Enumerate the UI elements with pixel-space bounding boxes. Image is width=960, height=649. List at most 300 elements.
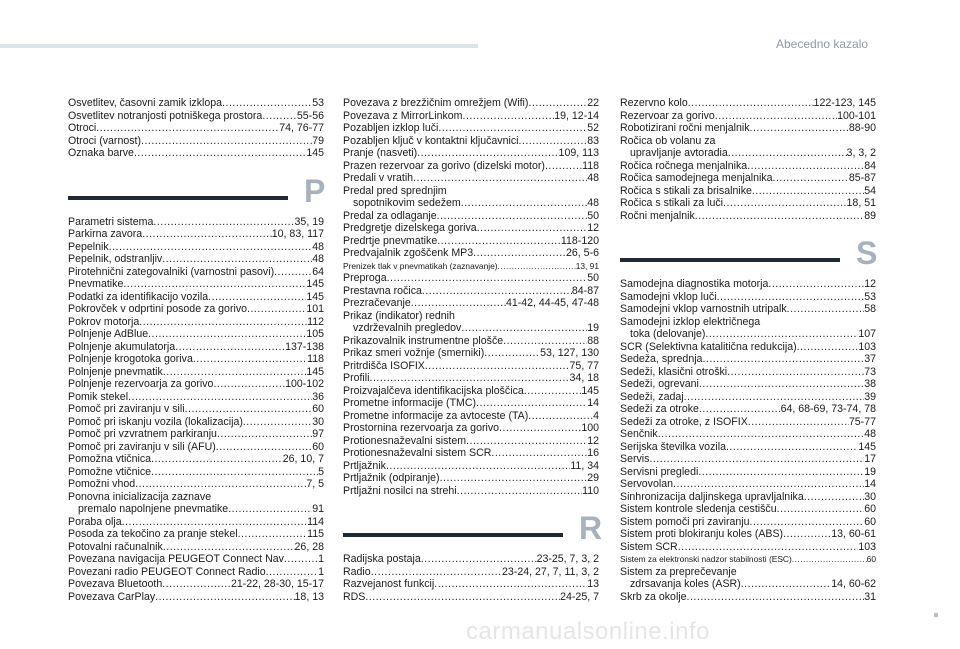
dot-leader: [440, 472, 588, 485]
index-entry: [620, 441, 876, 454]
index-entry: [343, 210, 599, 223]
entry-term: Skrb za okolje: [620, 590, 687, 603]
dot-leader: [141, 135, 312, 148]
index-entry: [620, 366, 876, 379]
index-entry: [620, 591, 876, 604]
dot-leader: [247, 303, 306, 316]
entry-pages: 74, 76-77: [279, 122, 324, 134]
index-entry: [68, 341, 324, 354]
index-entry: [343, 485, 599, 498]
index-entry: [620, 147, 876, 160]
entry-pages: 60: [864, 515, 876, 528]
index-entry: [620, 453, 876, 466]
index-entry: [620, 491, 876, 504]
entry-pages: 48: [312, 240, 324, 253]
entry-term: Predali v vratih: [343, 172, 414, 184]
index-entry: [620, 416, 876, 429]
entry-term: Prometne informacije za avtoceste (TA): [343, 409, 529, 422]
entry-term: Prtljažnik (odpiranje): [343, 472, 440, 484]
dot-leader: [193, 353, 307, 366]
dot-leader: [213, 378, 285, 391]
index-entry: [343, 235, 599, 248]
dot-leader: [370, 372, 570, 385]
entry-term: Sedeži za otroke: [620, 403, 699, 415]
entry-pages: 118-120: [560, 234, 599, 247]
entry-pages: 21-22, 28-30, 15-17: [230, 578, 324, 590]
entry-term: Prikaz smeri vožnje (smerniki): [343, 347, 485, 359]
entry-term: Preproga: [343, 272, 387, 284]
entry-term: Poraba olja: [68, 515, 122, 528]
entry-term: Ročica s stikali za brisalnike: [620, 184, 752, 197]
entry-pages: 38: [864, 378, 876, 390]
entry-pages: 101: [306, 303, 324, 315]
entry-pages: 60: [312, 403, 324, 415]
entry-term: SCR (Selektivna katalitična redukcija): [620, 340, 797, 353]
entry-pages: 118: [582, 159, 599, 172]
dot-leader: [747, 160, 864, 173]
entry-pages: 145: [858, 440, 876, 453]
dot-leader: [750, 122, 849, 135]
entry-term: Potovalni računalnik: [68, 540, 163, 553]
entry-term: Polnjenje AdBlue: [68, 328, 149, 340]
entry-term: Prezračevanje: [343, 297, 411, 309]
index-entry: [68, 391, 324, 404]
entry-term: Pomoč pri zaviranju v sili (AFU): [68, 440, 216, 453]
entry-pages: 11, 34: [570, 459, 599, 472]
separator-bar: [620, 258, 840, 262]
index-entry: [343, 135, 599, 148]
entry-pages: 19: [587, 322, 599, 334]
dot-leader: [503, 335, 587, 348]
dot-leader: [524, 385, 582, 398]
dot-leader: [715, 110, 837, 123]
entry-pages: 10, 83, 117: [271, 228, 324, 240]
entry-pages: 16: [587, 447, 599, 459]
dot-leader: [163, 366, 307, 379]
entry-term: Sistem SCR: [620, 540, 678, 553]
index-entry-heading: Sistem za preprečevanje: [620, 565, 737, 578]
index-entry: [620, 97, 876, 110]
dot-leader: [437, 235, 561, 248]
dot-leader: [461, 197, 587, 210]
dot-leader: [787, 303, 865, 316]
entry-pages: 17: [864, 453, 876, 465]
index-column-3: [620, 97, 876, 603]
entry-term: Sedeži, zadaj: [620, 390, 684, 403]
dot-leader: [752, 185, 864, 198]
index-entry: [343, 410, 599, 423]
index-entry: [343, 566, 599, 579]
entry-term: Radijska postaja: [343, 553, 421, 565]
entry-term: Prometne informacije (TMC): [343, 397, 477, 409]
index-entry: [620, 278, 876, 291]
entry-pages: 12: [587, 434, 599, 447]
dot-leader: [783, 528, 831, 541]
entry-pages: 29: [587, 472, 599, 484]
entry-pages: 54: [864, 184, 876, 197]
dot-leader: [422, 285, 572, 298]
entry-pages: 36: [312, 390, 324, 403]
entry-pages: 79: [312, 134, 324, 147]
entry-pages: 109, 113: [558, 147, 599, 159]
entry-pages: 145: [306, 290, 324, 303]
dot-leader: [528, 97, 587, 110]
dot-leader: [438, 122, 587, 135]
entry-term: Razvejanost funkcij: [343, 578, 435, 590]
entry-term: Pomoč pri vzvratnem parkiranju: [68, 428, 217, 440]
letter-heading: P: [304, 172, 326, 209]
entry-term: vzdrževalnih pregledov: [353, 322, 462, 334]
section-title: Abecedno kazalo: [776, 37, 869, 51]
entry-pages: 26, 28: [294, 540, 324, 553]
index-entry: [68, 553, 324, 566]
entry-term: Pomožni vhod: [68, 478, 136, 490]
index-entry-heading: Prikaz (indikator) rednih: [343, 309, 455, 322]
entry-term: Servisni pregledi: [620, 465, 699, 478]
dot-leader: [658, 428, 865, 441]
index-entry: [68, 278, 324, 291]
dot-leader: [413, 172, 587, 185]
index-entry: [68, 216, 324, 229]
index-entry: [620, 197, 876, 210]
index-entry: [343, 422, 599, 435]
index-entry: [620, 553, 876, 566]
entry-term: Povezava z brezžičnim omrežjem (Wifi): [343, 97, 529, 109]
entry-pages: 75, 77: [569, 359, 599, 372]
dot-leader: [243, 416, 312, 429]
entry-term: Polnjenje pnevmatik: [68, 365, 163, 378]
index-entry-heading: Ročica ob volanu za: [620, 134, 716, 147]
entry-term: Sistem za elektronski nadzor stabilnosti (ESC): [620, 554, 792, 564]
index-entry-heading: Predal pred sprednjim: [343, 184, 447, 197]
entry-term: Povezani radio PEUGEOT Connect Radio: [68, 565, 266, 578]
dot-leader: [139, 316, 307, 329]
entry-term: RDS: [343, 590, 366, 603]
entry-pages: 105: [306, 328, 324, 340]
entry-term: Ročica s stikali za luči: [620, 197, 724, 209]
entry-term: Parkirna zavora: [68, 228, 143, 240]
entry-term: Ročica samodejnega menjalnika: [620, 172, 773, 184]
dot-leader: [134, 147, 306, 160]
dot-leader: [109, 241, 313, 254]
separator-bar: [68, 196, 288, 200]
entry-pages: 1: [318, 565, 324, 578]
entry-pages: 103: [858, 540, 876, 553]
entry-pages: 34, 18: [569, 372, 599, 384]
index-entry: [343, 591, 599, 604]
dot-leader: [797, 341, 859, 354]
dot-leader: [387, 272, 588, 285]
index-entry: [343, 122, 599, 135]
index-entry: [343, 247, 599, 260]
index-entry: [620, 185, 876, 198]
entry-term: Sistem proti blokiranju koles (ABS): [620, 528, 784, 540]
dot-leader: [386, 460, 570, 473]
dot-leader: [473, 247, 566, 260]
dot-leader: [673, 478, 864, 491]
index-entry: [343, 197, 599, 210]
index-entry: [343, 435, 599, 448]
entry-pages: 60: [864, 503, 876, 515]
dot-leader: [741, 578, 832, 591]
index-entry: [620, 428, 876, 441]
index-entry: [343, 322, 599, 335]
entry-pages: 23-25, 7, 3, 2: [536, 553, 599, 565]
index-entry: [343, 160, 599, 173]
entry-term: Sedeži, ogrevani: [620, 378, 699, 390]
dot-leader: [425, 360, 570, 373]
dot-leader: [750, 516, 865, 529]
entry-pages: 12: [864, 278, 876, 290]
dot-leader: [717, 291, 865, 304]
entry-pages: 48: [312, 253, 324, 265]
entry-pages: 3, 3, 2: [846, 147, 876, 159]
index-entry: [68, 591, 324, 604]
entry-term: Sistem pomoči pri zaviranju: [620, 515, 750, 528]
index-entry: [343, 147, 599, 160]
dot-leader: [777, 503, 865, 516]
entry-pages: 48: [587, 172, 599, 184]
entry-term: Predal za odlaganje: [343, 209, 437, 222]
dot-leader: [678, 541, 859, 554]
entry-pages: 84: [864, 159, 876, 172]
index-entry: [68, 428, 324, 441]
entry-term: Parametri sistema: [68, 215, 154, 228]
dot-leader: [792, 553, 867, 566]
dot-leader: [411, 297, 506, 310]
entry-pages: 97: [312, 428, 324, 440]
entry-term: Polnjenje akumulatorja: [68, 340, 176, 353]
entry-pages: 13: [587, 578, 599, 590]
dot-leader: [185, 403, 313, 416]
dot-leader: [153, 216, 294, 229]
index-entry: [68, 516, 324, 529]
dot-leader: [135, 478, 306, 491]
entry-pages: 18, 13: [294, 590, 324, 603]
entry-pages: 60: [312, 440, 324, 453]
entry-pages: 89: [864, 209, 876, 222]
index-entry: [343, 372, 599, 385]
header-divider: [0, 44, 478, 48]
dot-leader: [688, 97, 814, 110]
entry-term: Polnjenje krogotoka goriva: [68, 353, 193, 365]
entry-term: Sedeži za otroke, z ISOFIX: [620, 415, 748, 428]
dot-leader: [162, 578, 231, 591]
entry-pages: 85-87: [848, 172, 876, 184]
dot-leader: [122, 516, 308, 529]
entry-pages: 112: [307, 315, 324, 328]
index-entry: [68, 328, 324, 341]
entry-term: Prostornina rezervoarja za gorivo: [343, 422, 500, 434]
entry-term: Robotizirani ročni menjalnik: [620, 122, 750, 134]
entry-term: Sedeža, sprednja: [620, 353, 703, 365]
index-entry: [620, 503, 876, 516]
dot-leader: [151, 453, 283, 466]
dot-leader: [518, 135, 587, 148]
entry-pages: 12: [587, 222, 599, 234]
index-entry: [68, 566, 324, 579]
index-entry: [620, 172, 876, 185]
entry-pages: 118: [307, 353, 324, 365]
entry-term: Predvajalnik zgoščenk MP3: [343, 247, 474, 259]
entry-term: Prestavna ročica: [343, 284, 422, 297]
index-entry-heading: Ponovna inicializacija zaznave: [68, 490, 212, 503]
dot-leader: [768, 278, 864, 291]
index-entry: [68, 528, 324, 541]
entry-term: Polnjenje rezervoarja za gorivo: [68, 378, 214, 390]
index-entry: [68, 303, 324, 316]
entry-term: Servovolan: [620, 478, 673, 490]
entry-pages: 13, 60-61: [831, 528, 876, 540]
dot-leader: [804, 491, 864, 504]
index-entry: [620, 291, 876, 304]
entry-pages: 53: [312, 97, 324, 109]
index-entry: [343, 172, 599, 185]
entry-pages: 31: [864, 590, 876, 603]
index-entry: [68, 316, 324, 329]
entry-pages: 91: [312, 503, 324, 515]
dot-leader: [365, 591, 560, 604]
index-entry: [620, 122, 876, 135]
entry-term: Pritrdišča ISOFIX: [343, 359, 425, 372]
entry-term: zdrsavanja koles (ASR): [630, 578, 741, 590]
dot-leader: [702, 353, 864, 366]
entry-pages: 35, 19: [294, 215, 324, 228]
index-entry: [620, 353, 876, 366]
dot-leader: [698, 466, 864, 479]
dot-leader: [216, 441, 312, 454]
index-entry: [68, 466, 324, 479]
entry-pages: 75-77: [848, 415, 876, 428]
dot-leader: [128, 391, 312, 404]
entry-pages: 100-102: [285, 378, 324, 390]
index-entry: [620, 391, 876, 404]
dot-leader: [274, 266, 312, 279]
entry-term: Prenizek tlak v pnevmatikah (zaznavanje): [343, 260, 498, 271]
entry-term: Pomoč pri zaviranju v sili: [68, 403, 185, 415]
entry-term: Serijska številka vozila: [620, 440, 726, 453]
entry-term: Servis: [620, 453, 650, 465]
entry-term: Pnevmatike: [68, 278, 124, 290]
index-entry: [620, 403, 876, 416]
dot-leader: [476, 397, 587, 410]
dot-leader: [222, 97, 312, 110]
index-entry: [68, 241, 324, 254]
index-entry: [343, 553, 599, 566]
dot-leader: [238, 528, 308, 541]
index-entry: [68, 110, 324, 123]
index-entry: [620, 478, 876, 491]
dot-leader: [148, 328, 306, 341]
dot-leader: [155, 591, 294, 604]
entry-pages: 14: [864, 478, 876, 490]
entry-term: Predgretje dizelskega goriva: [343, 222, 477, 234]
index-entry: [68, 228, 324, 241]
dot-leader: [217, 428, 312, 441]
entry-term: Sistem kontrole sledenja cestišču: [620, 503, 777, 515]
index-entry: [620, 210, 876, 223]
dot-leader: [726, 441, 858, 454]
entry-pages: 64, 68-69, 73-74, 78: [780, 403, 876, 415]
entry-term: sopotnikovim sedežem: [353, 197, 461, 209]
dot-leader: [463, 110, 555, 123]
entry-pages: 39: [864, 390, 876, 403]
index-entry: [68, 291, 324, 304]
dot-leader: [96, 122, 279, 135]
dot-leader: [699, 378, 864, 391]
entry-pages: 24-25, 7: [560, 590, 599, 603]
entry-pages: 26, 5-6: [566, 247, 599, 259]
index-entry: [68, 122, 324, 135]
entry-term: Prazen rezervoar za gorivo (dizelski motor): [343, 159, 545, 172]
dot-leader: [545, 160, 582, 173]
dot-leader: [266, 566, 318, 579]
entry-pages: 55-56: [296, 109, 324, 122]
index-entry: [343, 385, 599, 398]
dot-leader: [705, 328, 858, 341]
entry-term: Senčnik: [620, 428, 658, 440]
dot-leader: [371, 566, 502, 579]
dot-leader: [175, 341, 285, 354]
entry-pages: 64: [312, 265, 324, 278]
index-entry: [620, 160, 876, 173]
letter-separator-r: [343, 510, 603, 546]
index-entry: [343, 472, 599, 485]
index-entry: [343, 110, 599, 123]
index-entry: [343, 578, 599, 591]
index-entry: [620, 328, 876, 341]
entry-term: toka (delovanje): [630, 328, 706, 340]
index-entry: [68, 253, 324, 266]
entry-term: Protionesnaževalni sistem SCR: [343, 447, 492, 459]
entry-pages: 1: [318, 553, 324, 565]
dot-leader: [208, 291, 306, 304]
index-entry: [620, 578, 876, 591]
index-entry: [68, 503, 324, 516]
entry-pages: 30: [864, 490, 876, 503]
entry-pages: 103: [858, 340, 876, 353]
entry-pages: 60: [866, 554, 876, 564]
dot-leader: [466, 435, 587, 448]
entry-term: Samodejni vklop luči: [620, 290, 717, 303]
index-column-1: [68, 97, 324, 603]
index-entry: [343, 460, 599, 473]
entry-pages: 110: [582, 484, 599, 497]
entry-pages: 53: [864, 290, 876, 303]
entry-term: Sedeži, klasični otroški: [620, 365, 728, 378]
entry-term: Povezava z MirrorLinkom: [343, 109, 463, 122]
entry-pages: 122-123, 145: [813, 97, 876, 109]
dot-leader: [649, 453, 864, 466]
entry-pages: 4: [593, 409, 599, 422]
entry-term: Sinhronizacija daljinskega upravljalnika: [620, 490, 804, 503]
entry-pages: 83: [587, 134, 599, 147]
entry-term: Pozabljen izklop luči: [343, 122, 439, 134]
dot-leader: [461, 322, 587, 335]
dot-leader: [163, 541, 295, 554]
separator-bar: [343, 533, 563, 537]
dot-leader: [437, 210, 588, 223]
entry-pages: 18, 51: [846, 197, 876, 209]
index-entry: [620, 110, 876, 123]
index-entry: [68, 578, 324, 591]
dot-leader: [687, 591, 865, 604]
index-entry: [620, 528, 876, 541]
index-entry: [620, 303, 876, 316]
entry-pages: 13, 91: [575, 260, 599, 271]
entry-pages: 88: [587, 334, 599, 347]
dot-leader: [457, 485, 582, 498]
